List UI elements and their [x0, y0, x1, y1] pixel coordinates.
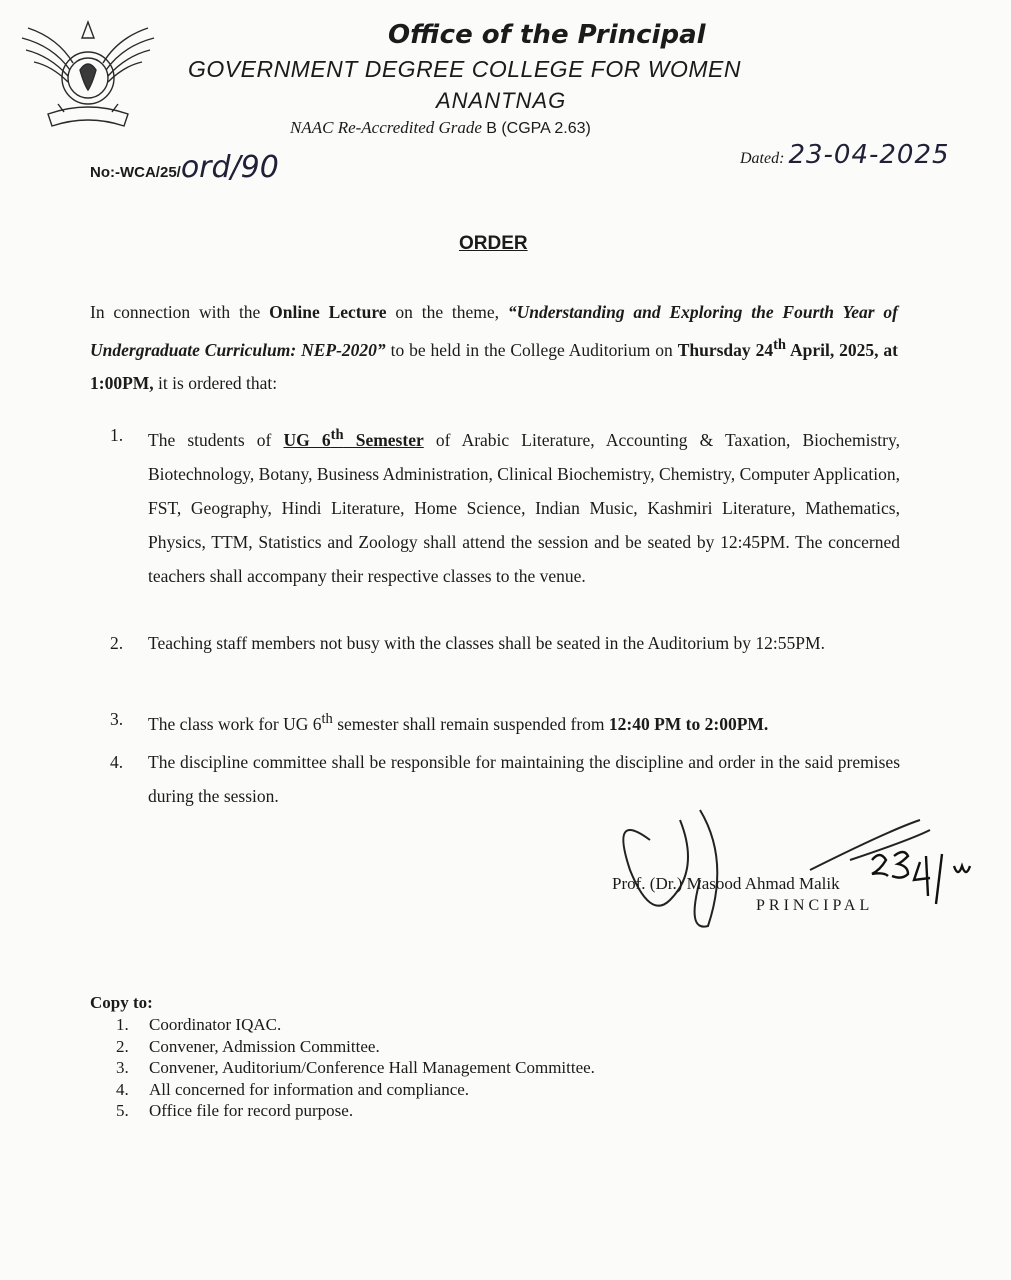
copy-to-item: 3. Convener, Auditorium/Conference Hall Management Committee. — [116, 1058, 595, 1077]
reference-prefix: No:-WCA/25/ — [90, 164, 181, 181]
office-heading: Office of the Principal — [388, 20, 706, 50]
item-text: The class work for UG 6 — [148, 713, 322, 734]
item-semester: UG 6th Semester — [283, 427, 424, 450]
intro-paragraph — [90, 296, 898, 400]
intro-text-4: it is ordered that: — [153, 372, 278, 393]
copy-to-item: 2. Convener, Admission Committee. — [116, 1036, 380, 1056]
naac-accreditation — [290, 118, 591, 138]
item-number: 2. — [110, 633, 124, 653]
copy-to-list — [116, 1014, 595, 1122]
intro-text-3: to be held in the College Auditorium on — [385, 339, 678, 360]
college-emblem-logo — [18, 8, 158, 134]
college-name: GOVERNMENT DEGREE COLLEGE FOR WOMEN — [188, 56, 741, 82]
item-text: The students of — [148, 429, 284, 450]
intro-day: Thursday 24th April, 2025, at 1:00PM, — [90, 337, 898, 393]
intro-theme: “Understanding and Exploring the Fourth Year of Undergraduate Curriculum: NEP-2020” — [90, 302, 898, 360]
copy-to-item: 4. All concerned for information and compliance. — [116, 1079, 470, 1099]
item-number: 3. — [110, 709, 124, 729]
item-number: 4. — [110, 752, 124, 772]
copy-to-item: 1. Coordinator IQAC. — [116, 1015, 282, 1034]
intro-text-2: on the theme, — [386, 302, 508, 322]
signatory-name: Prof. (Dr.) Masood Ahmad Malik — [612, 874, 840, 893]
item-text: semester shall remain suspended from — [332, 713, 609, 734]
reference-number — [90, 150, 279, 185]
dated-label: Dated: — [740, 150, 785, 167]
order-item-1 — [110, 418, 900, 593]
intro-text-1: In connection with the — [90, 302, 270, 322]
copy-to-heading: Copy to: — [90, 993, 153, 1012]
item-number: 1. — [110, 425, 124, 445]
dated-line — [740, 140, 950, 170]
copy-to-item: 5. Office file for record purpose. — [116, 1101, 354, 1120]
order-item-2 — [110, 626, 900, 660]
naac-label: NAAC Re-Accredited Grade — [290, 118, 482, 137]
naac-grade: B (CGPA 2.63) — [486, 120, 591, 137]
item-text: The discipline committee shall be responsible for maintaining the discipline and order in the said premises during the session. — [148, 752, 900, 806]
item-text: of Arabic Literature, Accounting & Taxation, Biochemistry, Biotechnology, Botany, Business Administration, Clinical Biochemistry, Chemistry, Computer Application, FST, Geography, Hindi Literature, Home Science, Indian Music, Kashmiri Literature, Mathematics, Physics, TTM, Statistics and Zoology shall attend the session and be seated by 12:45PM. The concerned teachers shall accompany their respective classes to the venue. — [148, 429, 900, 586]
item-text: Teaching staff members not busy with the classes shall be seated in the Auditorium by 12:55PM. — [148, 633, 825, 653]
item-time: 12:40 PM to 2:00PM. — [608, 713, 769, 734]
order-title: ORDER — [459, 233, 528, 254]
signature-scribble — [590, 800, 1010, 940]
order-item-3: 3. The class work for UG 6th semester shall remain suspended from 12:40 PM to 2:00PM. — [110, 702, 900, 741]
intro-online-lecture: Online Lecture — [269, 302, 387, 322]
dated-value: 23-04-2025 — [788, 140, 950, 170]
college-city: ANANTNAG — [436, 88, 567, 113]
reference-handwritten: ord/90 — [180, 150, 279, 185]
signatory-title: PRINCIPAL — [756, 897, 874, 914]
